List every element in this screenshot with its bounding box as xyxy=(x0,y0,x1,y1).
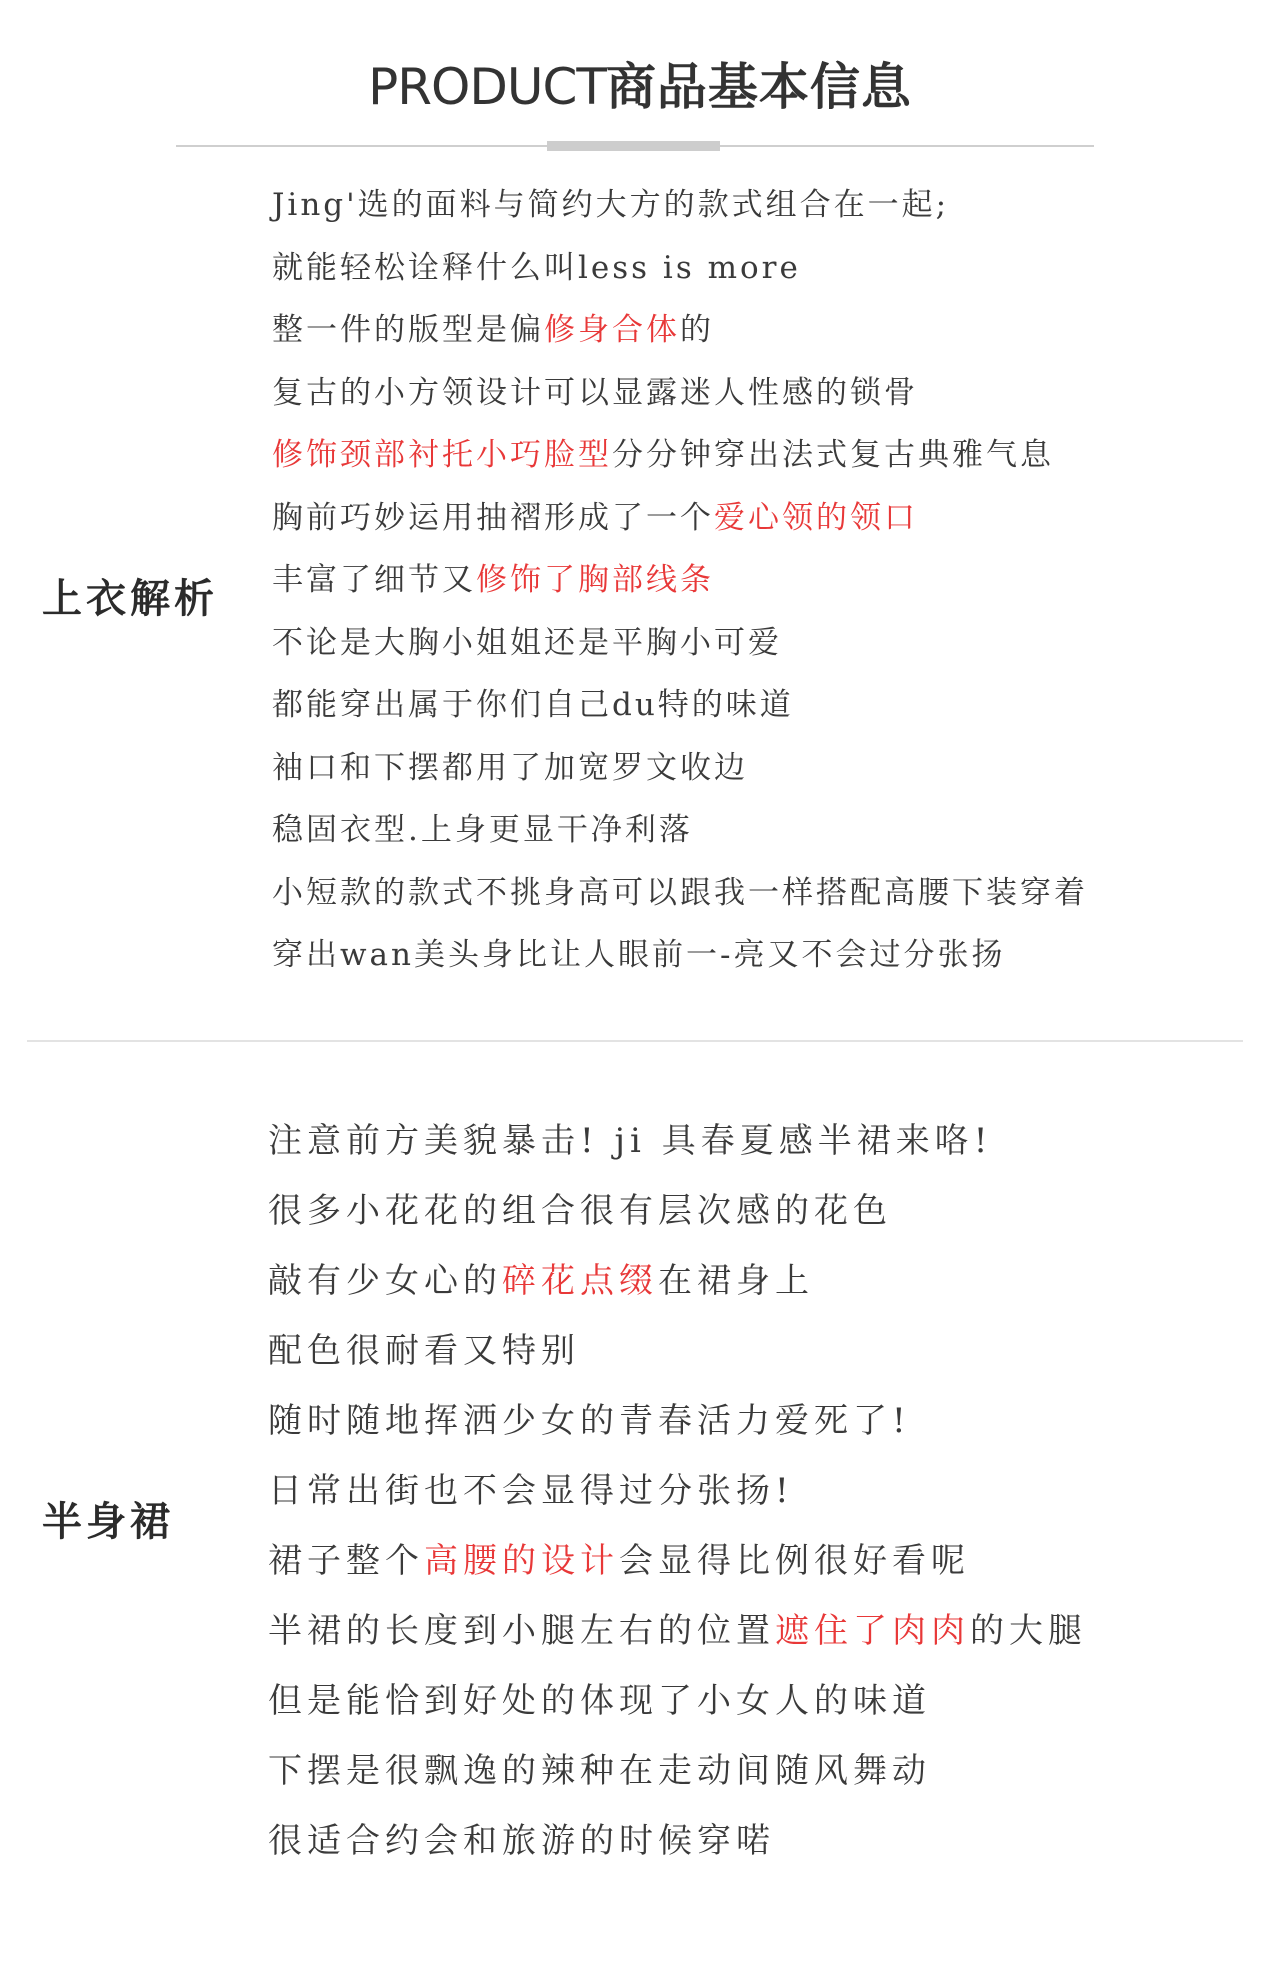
section-label-top: 上衣解析 xyxy=(42,575,218,622)
highlight-text: 碎花点缀 xyxy=(502,1261,658,1301)
line-text: 胸前巧妙运用抽褶形成了一个 xyxy=(272,499,714,536)
line-text: 在裙身上 xyxy=(658,1261,814,1301)
description-line xyxy=(272,487,1088,550)
section-label-skirt: 半身裙 xyxy=(42,1498,174,1545)
description-line xyxy=(272,674,1088,737)
line-text: 稳固衣型.上身更显干净利落 xyxy=(272,812,693,848)
line-text: 分分钟穿出法式复古典雅气息 xyxy=(612,437,1054,473)
description-line xyxy=(272,862,1088,925)
description-line xyxy=(268,1386,1087,1456)
description-line xyxy=(268,1176,1087,1246)
title-english: PRODUCT xyxy=(368,58,606,116)
title-chinese: 商品基本信息 xyxy=(605,58,912,116)
description-line xyxy=(272,924,1088,987)
page-title xyxy=(0,52,1280,122)
description-line xyxy=(272,237,1088,300)
highlight-text: 修饰颈部衬托小巧脸型 xyxy=(272,437,612,473)
description-line xyxy=(272,799,1088,862)
line-text: 的大腿 xyxy=(970,1611,1087,1651)
description-line xyxy=(268,1596,1087,1666)
line-text: 但是能恰到好处的体现了小女人的味道 xyxy=(268,1681,931,1721)
description-line xyxy=(272,299,1088,362)
line-text: 日常出街也不会显得过分张扬! xyxy=(268,1471,794,1511)
line-text: 下摆是很飘逸的辣种在走动间随风舞动 xyxy=(268,1751,931,1791)
line-text: 丰富了细节又 xyxy=(272,562,476,598)
description-line xyxy=(268,1806,1087,1876)
description-line xyxy=(268,1526,1087,1596)
description-line xyxy=(272,612,1088,675)
line-text: 半裙的长度到小腿左右的位置 xyxy=(268,1611,775,1651)
line-text: 都能穿出属于你们自己du特的味道 xyxy=(272,687,794,723)
highlight-text: 爱心领的领口 xyxy=(714,499,918,536)
line-text: 很适合约会和旅游的时候穿喏 xyxy=(268,1821,775,1861)
description-line xyxy=(268,1736,1087,1806)
description-line xyxy=(272,362,1088,425)
section-divider xyxy=(27,1040,1243,1042)
line-text: 敲有少女心的 xyxy=(268,1261,502,1301)
description-line xyxy=(272,737,1088,800)
line-text: 就能轻松诠释什么叫less is more xyxy=(272,249,801,286)
line-text: 配色很耐看又特别 xyxy=(268,1331,580,1371)
line-text: 整一件的版型是偏 xyxy=(272,312,544,348)
section-lines-skirt xyxy=(268,1106,1087,1876)
line-text: 不论是大胸小姐姐还是平胸小可爱 xyxy=(272,624,782,661)
page-header xyxy=(0,0,1280,160)
description-line xyxy=(272,174,1088,237)
line-text: 随时随地挥洒少女的青春活力爱死了! xyxy=(268,1401,911,1441)
highlight-text: 修饰了胸部线条 xyxy=(476,562,714,598)
line-text: 裙子整个 xyxy=(268,1541,424,1581)
line-text: 会显得比例很好看呢 xyxy=(619,1541,970,1581)
description-line xyxy=(268,1666,1087,1736)
highlight-text: 修身合体 xyxy=(544,312,680,348)
description-line xyxy=(268,1456,1087,1526)
description-line xyxy=(272,424,1088,487)
description-line xyxy=(268,1316,1087,1386)
line-text: 复古的小方领设计可以显露迷人性感的锁骨 xyxy=(272,374,918,411)
section-lines-top xyxy=(272,174,1088,987)
highlight-text: 高腰的设计 xyxy=(424,1541,619,1581)
line-text: 袖口和下摆都用了加宽罗文收边 xyxy=(272,749,748,786)
line-text: 很多小花花的组合很有层次感的花色 xyxy=(268,1191,892,1231)
highlight-text: 遮住了肉肉 xyxy=(775,1611,970,1651)
description-line xyxy=(268,1106,1087,1176)
line-text: 小短款的款式不挑身高可以跟我一样搭配高腰下装穿着 xyxy=(272,874,1088,911)
line-text: 的 xyxy=(680,312,714,348)
description-line xyxy=(268,1246,1087,1316)
line-text: Jing'选的面料与简约大方的款式组合在一起; xyxy=(272,187,950,223)
description-line xyxy=(272,549,1088,612)
line-text: 注意前方美貌暴击! ji 具春夏感半裙来咯! xyxy=(268,1121,993,1161)
line-text: 穿出wan美头身比让人眼前一-亮又不会过分张扬 xyxy=(272,937,1006,973)
title-underline-accent xyxy=(547,141,720,151)
